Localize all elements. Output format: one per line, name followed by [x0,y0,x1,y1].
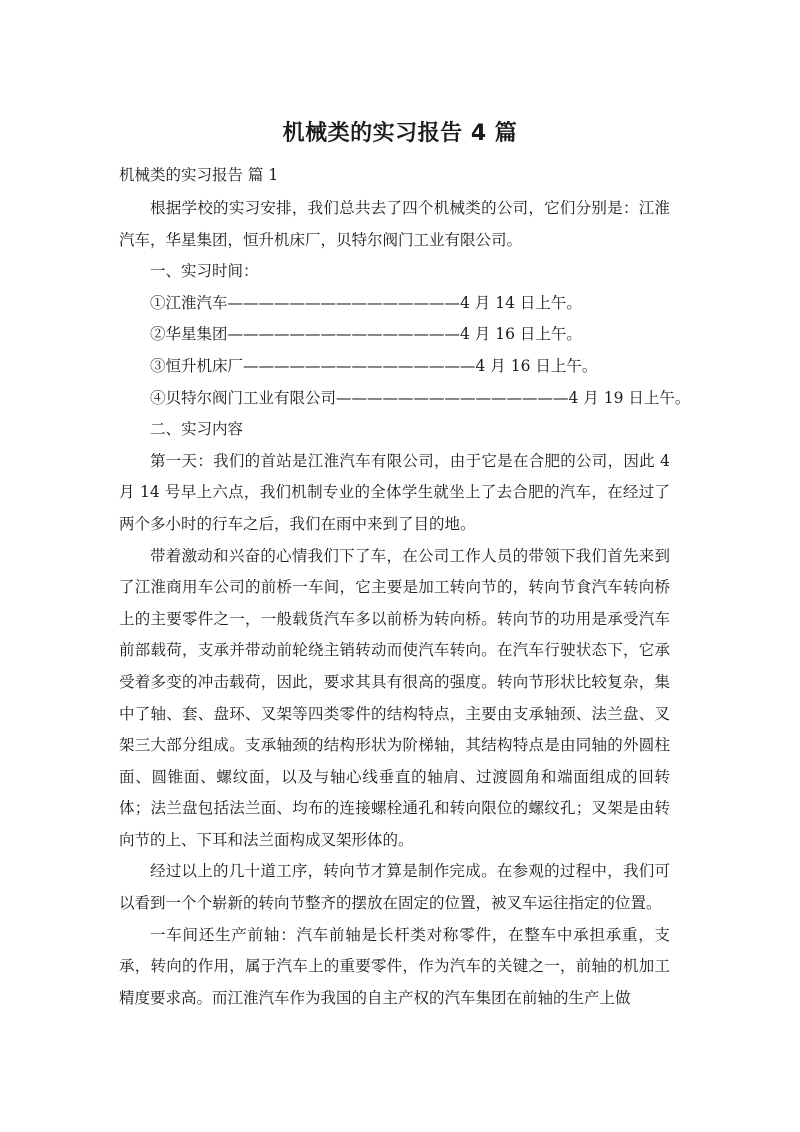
section-heading: 机械类的实习报告 篇 1 [119,166,279,184]
schedule-item: ②华星集团———————————————4 月 16 日上午。 [150,325,582,344]
heading-internship-time: 一、实习时间： [150,262,259,281]
body-paragraph: 一车间还生产前轴：汽车前轴是长杆类对称零件，在整车中承担承重，支承，转向的作用，属于汽车上的重要零件，作为汽车的关键之一，前轴的机加工精度要求高。而江淮汽车作为我国的自主产权的汽车集团在前轴的生产上做 [119,925,670,1007]
heading-internship-content: 二、实习内容 [150,420,244,439]
body-paragraph: 经过以上的几十道工序，转向节才算是制作完成。在参观的过程中，我们可以看到一个个崭新的转向节整齐的摆放在固定的位置，被叉车运往指定的位置。 [119,862,670,913]
schedule-item: ③恒升机床厂———————————————4 月 16 日上午。 [150,356,598,375]
schedule-item: ④贝特尔阀门工业有限公司———————————————4 月 19 日上午。 [150,388,691,407]
intro-paragraph: 根据学校的实习安排，我们总共去了四个机械类的公司，它们分别是：江淮汽车，华星集团，恒升机床厂，贝特尔阀门工业有限公司。 [119,199,670,249]
schedule-item: ①江淮汽车———————————————4 月 14 日上午。 [150,293,582,312]
document-title: 机械类的实习报告 4 篇 [282,121,518,146]
body-paragraph: 带着激动和兴奋的心情我们下了车，在公司工作人员的带领下我们首先来到了江淮商用车公司的前桥一车间，它主要是加工转向节的，转向节食汽车转向桥上的主要零件之一，一般载货汽车多以前桥为转向桥。转向节的功用是承受汽车前部载荷，支承并带动前轮绕主销转动而使汽车转向。在汽车行驶状态下，它承受着多变的冲击载荷，因此，要求其具有很高的强度。转向节形状比较复杂，集中了轴、套、盘环、叉架等四类零件的结构特点，主要由支承轴颈、法兰盘、叉架三大部分组成。支承轴颈的结构形状为阶梯轴，其结构特点是由同轴的外圆柱面、圆锥面、螺纹面，以及与轴心线垂直的轴肩、过渡圆角和端面组成的回转体；法兰盘包括法兰面、均布的连接螺栓通孔和转向限位的螺纹孔；叉架是由转向节的上、下耳和法兰面构成叉架形体的。 [119,546,670,849]
body-paragraph: 第一天：我们的首站是江淮汽车有限公司，由于它是在合肥的公司，因此 4 月 14 号早上六点，我们机制专业的全体学生就坐上了去合肥的汽车，在经过了两个多小时的行车之后，我们在雨中来到了目的地。 [119,451,670,533]
document-body [119,193,691,1014]
